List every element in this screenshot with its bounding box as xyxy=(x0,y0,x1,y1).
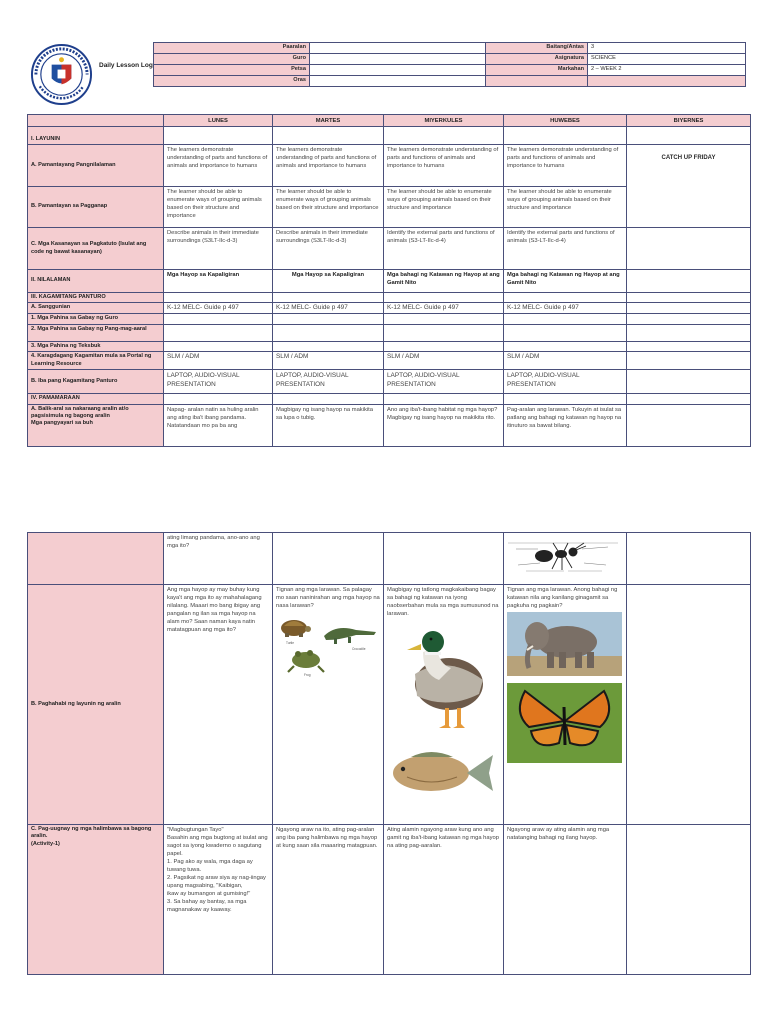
competency-martes: Describe animals in their immediate surroundings (S3LT-IIc-d-3) xyxy=(273,228,384,270)
paaralan-label: Paaralan xyxy=(154,43,310,54)
empty-cell xyxy=(627,585,751,825)
empty-cell xyxy=(627,394,751,404)
paaralan-value xyxy=(310,43,486,54)
pag-uugnay-lunes: "Magbugtungan Tayo" Basahin ang mga bugtong at isulat ang sagot sa iyong kwaderno o sagutang papel. 1. Pag ako ay wala, mga daga ay tuwang tuwa. 2. Pagsikat ng araw siya ay nag-iingay upang magsabing, "Kaibigan, ikaw ay bumangon at gumising!" 3. Sa bahay ay bantay, sa mga magnanakaw ay kaaway. xyxy=(164,825,273,975)
sanggunian-martes: K-12 MELC- Guide p 497 xyxy=(273,303,384,314)
lesson-table-page-1 xyxy=(27,114,751,447)
empty-cell xyxy=(28,533,164,585)
content-standard-lunes: The learners demonstrate understanding of parts and functions of animals and importance to humans xyxy=(164,145,273,187)
balik-aral-lunes: Napag- aralan natin sa huling aralin ang ating iba't ibang pandama. Natatandaan mo pa ba ang xyxy=(164,404,273,446)
empty-cell xyxy=(504,341,627,351)
nilalaman-miyerkules: Mga bahagi ng Katawan ng Hayop at ang Gamit Nito xyxy=(384,270,504,293)
ant-diagram-cell xyxy=(504,533,627,585)
empty-cell xyxy=(504,127,627,145)
empty-cell xyxy=(273,314,384,324)
sanggunian-huwebes: K-12 MELC- Guide p 497 xyxy=(504,303,627,314)
performance-standard-miyerkules: The learner should be able to enumerate ways of grouping animals based on their structure and importance xyxy=(384,187,504,228)
empty-cell xyxy=(627,825,751,975)
empty-cell xyxy=(504,293,627,303)
sanggunian-miyerkules: K-12 MELC- Guide p 497 xyxy=(384,303,504,314)
slm-miyerkules: SLM / ADM xyxy=(384,352,504,370)
empty-cell xyxy=(164,394,273,404)
sanggunian-label: A. Sanggunian xyxy=(28,303,164,314)
balik-aral-lunes-continued: ating limang pandama, ano-ano ang mga ito? xyxy=(164,533,273,585)
guro-value xyxy=(310,54,486,65)
competency-miyerkules: Identify the external parts and functions of animals (S3-LT-IIc-d-4) xyxy=(384,228,504,270)
empty-cell xyxy=(504,314,627,324)
guro-label: Guro xyxy=(154,54,310,65)
empty-cell xyxy=(164,127,273,145)
crocodile-caption: Crocodile xyxy=(352,647,366,651)
empty-cell xyxy=(384,341,504,351)
day-header-huwebes: HUWEBES xyxy=(504,115,627,127)
nilalaman-huwebes: Mga bahagi ng Katawan ng Hayop at ang Gamit Nito xyxy=(504,270,627,293)
empty-cell xyxy=(627,533,751,585)
empty-cell xyxy=(384,293,504,303)
slm-huwebes: SLM / ADM xyxy=(504,352,627,370)
empty-cell xyxy=(627,370,751,394)
empty-cell xyxy=(273,533,384,585)
empty-cell xyxy=(273,341,384,351)
baitang-label: Baitang/Antas xyxy=(486,43,588,54)
paghahabi-miyerkules-cell xyxy=(384,585,504,825)
deped-seal-icon xyxy=(30,43,93,106)
gabay-guro-label: 1. Mga Pahina sa Gabay ng Guro xyxy=(28,314,164,324)
balik-aral-huwebes: Pag-aralan ang larawan. Tukuyin at isulat sa patlang ang bahagi ng katawan ng hayop na itinuturo sa bawat bilang. xyxy=(504,404,627,446)
paghahabi-huwebes-cell xyxy=(504,585,627,825)
paghahabi-martes: Tignan ang mga larawan. Sa palagay mo saan naninirahan ang mga hayop na nasa larawan? xyxy=(276,587,380,609)
markahan-value: 2 – WEEK 2 xyxy=(588,65,746,76)
kagamitang-panturo-label: III. KAGAMITANG PANTURO xyxy=(28,293,164,303)
pag-uugnay-label: C. Pag-uugnay ng mga halimbawa sa bagong aralin. (Activity-1) xyxy=(28,825,164,975)
nilalaman-label: II. NILALAMAN xyxy=(28,270,164,293)
paghahabi-miyerkules: Magbigay ng tatlong magkakaibang bagay sa bahagi ng katawan na iyong naobserbahan mula sa mga sumusunod na larawan. xyxy=(387,587,499,617)
empty-cell xyxy=(384,324,504,341)
performance-standard-lunes: The learner should be able to enumerate ways of grouping animals based on their structure and importance xyxy=(164,187,273,228)
pamamaraan-label: IV. PAMAMARAAN xyxy=(28,394,164,404)
nilalaman-martes: Mga Hayop sa Kapaligiran xyxy=(273,270,384,293)
empty-cell xyxy=(627,293,751,303)
butterfly-image xyxy=(507,683,622,763)
balik-aral-martes: Magbigay ng isang hayop na makikita sa lupa o tubig. xyxy=(273,404,384,446)
content-standard-miyerkules: The learners demonstrate understanding of parts and functions of animals and importance to humans xyxy=(384,145,504,187)
asignatura-label: Asignatura xyxy=(486,54,588,65)
empty-cell xyxy=(627,352,751,370)
empty-cell xyxy=(627,127,751,145)
gabay-mag-aaral-label: 2. Mga Pahina sa Gabay ng Pang-mag-aaral xyxy=(28,324,164,341)
content-standard-huwebes: The learners demonstrate understanding of parts and functions of animals and importance to humans xyxy=(504,145,627,187)
empty-cell xyxy=(164,324,273,341)
corner-cell xyxy=(28,115,164,127)
paghahabi-lunes: Ang mga hayop ay may buhay kung kaya't ang mga ito ay mahahalagang nilalang. Maaari mo bang ibigay ang pangalan ng ilan sa mga hayop na alam mo? Saan naman kaya natin matatagpuan ang mga ito? xyxy=(164,585,273,825)
empty-cell xyxy=(627,404,751,446)
empty-cell xyxy=(384,314,504,324)
elephant-image xyxy=(507,612,622,676)
frog-image xyxy=(288,650,324,672)
pag-uugnay-huwebes: Ngayong araw ay ating alamin ang mga natatanging bahagi ng ilang hayop. xyxy=(504,825,627,975)
layunin-label: I. LAYUNIN xyxy=(28,127,164,145)
empty-cell xyxy=(627,270,751,293)
empty-cell xyxy=(273,324,384,341)
catch-up-friday xyxy=(627,145,751,228)
day-header-biyernes: BIYERNES xyxy=(627,115,751,127)
competency-lunes: Describe animals in their immediate surroundings (S3LT-IIc-d-3) xyxy=(164,228,273,270)
crocodile-image xyxy=(324,628,376,644)
learning-resource-label: 4. Karagdagang Kagamitan mula sa Portal ng Learning Resource xyxy=(28,352,164,370)
petsa-label: Petsa xyxy=(154,65,310,76)
empty-cell xyxy=(273,293,384,303)
duck-image xyxy=(387,624,499,740)
paghahabi-huwebes: Tignan ang mga larawan. Anong bahagi ng katawan nila ang kanilang ginagamit sa pagkuha ng pagkain? xyxy=(507,587,618,609)
teksbuk-label: 3. Mga Pahina ng Teksbuk xyxy=(28,341,164,351)
empty-cell xyxy=(504,394,627,404)
day-header-miyerkules: MIYERKULES xyxy=(384,115,504,127)
day-header-lunes: LUNES xyxy=(164,115,273,127)
slm-lunes: SLM / ADM xyxy=(164,352,273,370)
laptop-huwebes: LAPTOP, AUDIO-VISUAL PRESENTATION xyxy=(504,370,627,394)
turtle-caption: Turtle xyxy=(286,641,295,645)
lesson-table-page-2 xyxy=(27,532,751,975)
laptop-miyerkules: LAPTOP, AUDIO-VISUAL PRESENTATION xyxy=(384,370,504,394)
ant-diagram-icon xyxy=(506,537,621,575)
empty-cell xyxy=(273,394,384,404)
lesson-log-title: Daily Lesson Log xyxy=(99,62,153,69)
pamantayan-sa-pagganap-label: B. Pamantayan sa Pagganap xyxy=(28,187,164,228)
content-standard-martes: The learners demonstrate understanding of parts and functions of animals and importance to humans xyxy=(273,145,384,187)
empty-cell xyxy=(627,314,751,324)
empty-cell xyxy=(273,127,384,145)
pag-uugnay-martes: Ngayong araw na ito, ating pag-aralan ang iba pang halimbawa ng mga hayop at kung saan sila maaaring matagpuan. xyxy=(273,825,384,975)
sanggunian-lunes: K-12 MELC- Guide p 497 xyxy=(164,303,273,314)
baitang-value: 3 xyxy=(588,43,746,54)
petsa-value xyxy=(310,65,486,76)
iba-pang-kagamitan-label: B. Iba pang Kagamitang Panturo xyxy=(28,370,164,394)
paghahabi-label: B. Paghahabi ng layunin ng aralin xyxy=(28,585,164,825)
empty-cell xyxy=(164,341,273,351)
empty-cell xyxy=(164,314,273,324)
turtle-image xyxy=(281,620,311,637)
performance-standard-huwebes: The learner should be able to enumerate ways of grouping animals based on their structure and importance xyxy=(504,187,627,228)
empty-cell xyxy=(627,341,751,351)
empty-cell xyxy=(164,293,273,303)
performance-standard-martes: The learner should be able to enumerate ways of grouping animals based on their structure and importance xyxy=(273,187,384,228)
empty-cell xyxy=(384,127,504,145)
balik-aral-miyerkules: Ano ang iba't-ibang habitat ng mga hayop? Magbigay ng isang hayop na makikita rito. xyxy=(384,404,504,446)
day-header-martes: MARTES xyxy=(273,115,384,127)
markahan-label: Markahan xyxy=(486,65,588,76)
empty-cell xyxy=(384,533,504,585)
balik-aral-label: A. Balik-aral sa nakaraang aralin at/o pagsisimula ng bagong aralin Mga pangyayari sa buh xyxy=(28,404,164,446)
oras-value xyxy=(310,76,486,87)
habitat-animals-image xyxy=(276,614,380,678)
empty-cell xyxy=(504,324,627,341)
empty-cell xyxy=(486,76,588,87)
oras-label: Oras xyxy=(154,76,310,87)
empty-cell xyxy=(627,303,751,314)
empty-cell xyxy=(384,394,504,404)
header-info-table xyxy=(153,42,746,87)
pamantayang-pangnilalaman-label: A. Pamantayang Pangnilalaman xyxy=(28,145,164,187)
catch-up-friday-label: CATCH UP FRIDAY xyxy=(661,155,716,161)
laptop-lunes: LAPTOP, AUDIO-VISUAL PRESENTATION xyxy=(164,370,273,394)
slm-martes: SLM / ADM xyxy=(273,352,384,370)
frog-caption: Frog xyxy=(304,673,311,677)
laptop-martes: LAPTOP, AUDIO-VISUAL PRESENTATION xyxy=(273,370,384,394)
empty-cell xyxy=(627,228,751,270)
empty-cell xyxy=(588,76,746,87)
kasanayan-label: C. Mga Kasanayan sa Pagkatuto (Isulat ang code ng bawat kasanayan) xyxy=(28,228,164,270)
competency-huwebes: Identify the external parts and functions of animals (S3-LT-IIc-d-4) xyxy=(504,228,627,270)
paghahabi-martes-cell xyxy=(273,585,384,825)
nilalaman-lunes: Mga Hayop sa Kapaligiran xyxy=(164,270,273,293)
fish-image xyxy=(387,747,499,799)
pag-uugnay-miyerkules: Ating alamin ngayong araw kung ano ang gamit ng iba't-ibang katawan ng mga hayop na ating pag-aaralan. xyxy=(384,825,504,975)
empty-cell xyxy=(627,324,751,341)
asignatura-value: SCIENCE xyxy=(588,54,746,65)
